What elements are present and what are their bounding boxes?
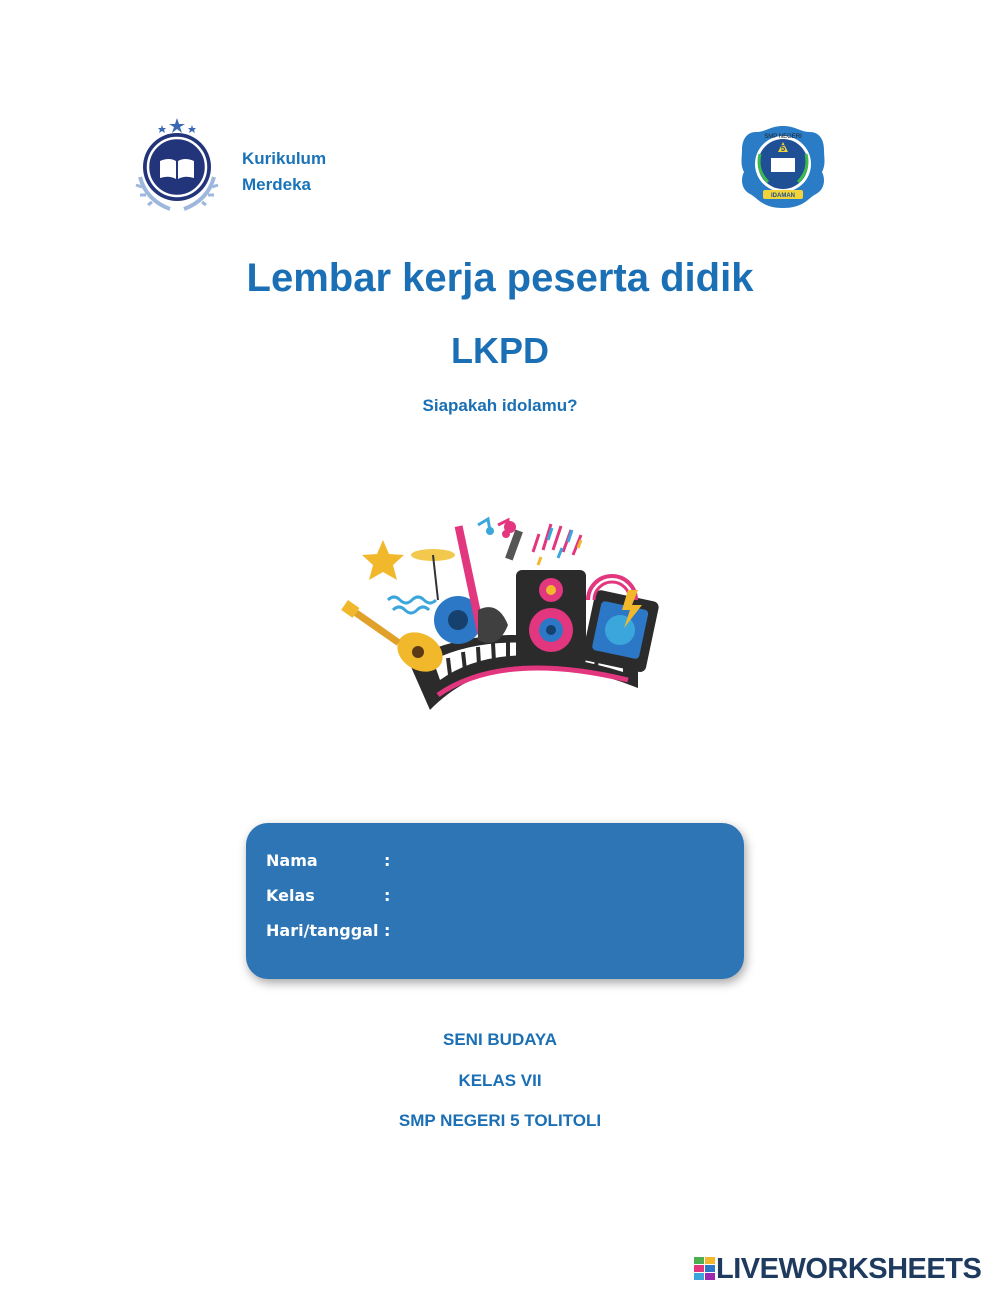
curriculum-line-2: Merdeka (242, 175, 311, 194)
name-row[interactable] (266, 851, 390, 870)
school-logo-number: 5 (780, 144, 786, 153)
school-logo-top-text: SMP NEGERI (764, 134, 802, 140)
liveworksheets-icon (694, 1257, 716, 1281)
curriculum-label (242, 146, 326, 198)
name-colon: : (384, 851, 391, 870)
class-label: Kelas (266, 886, 315, 905)
liveworksheets-brand[interactable] (694, 1252, 981, 1286)
subtitle: Siapakah idolamu? (422, 396, 578, 415)
school-label: SMP NEGERI 5 TOLITOLI (398, 1111, 602, 1130)
student-info-card (246, 823, 744, 979)
class-colon: : (384, 886, 391, 905)
date-label: Hari/tanggal (266, 921, 379, 940)
date-colon: : (384, 921, 391, 940)
grade-label: KELAS VII (458, 1071, 542, 1090)
name-label: Nama (266, 851, 318, 870)
lkpd-heading: LKPD (451, 330, 549, 371)
school-logo-banner: IDAMAN (771, 193, 795, 199)
school-logo (738, 124, 828, 210)
curriculum-line-1: Kurikulum (242, 149, 327, 168)
liveworksheets-wordmark: LIVEWORKSHEETS (716, 1252, 982, 1285)
class-row[interactable] (266, 886, 390, 905)
kurikulum-merdeka-logo (132, 115, 222, 215)
date-row[interactable] (266, 921, 390, 940)
music-instruments-illustration (338, 510, 668, 725)
subject-label: SENI BUDAYA (442, 1030, 557, 1049)
page-title: Lembar kerja peserta didik (246, 256, 754, 300)
